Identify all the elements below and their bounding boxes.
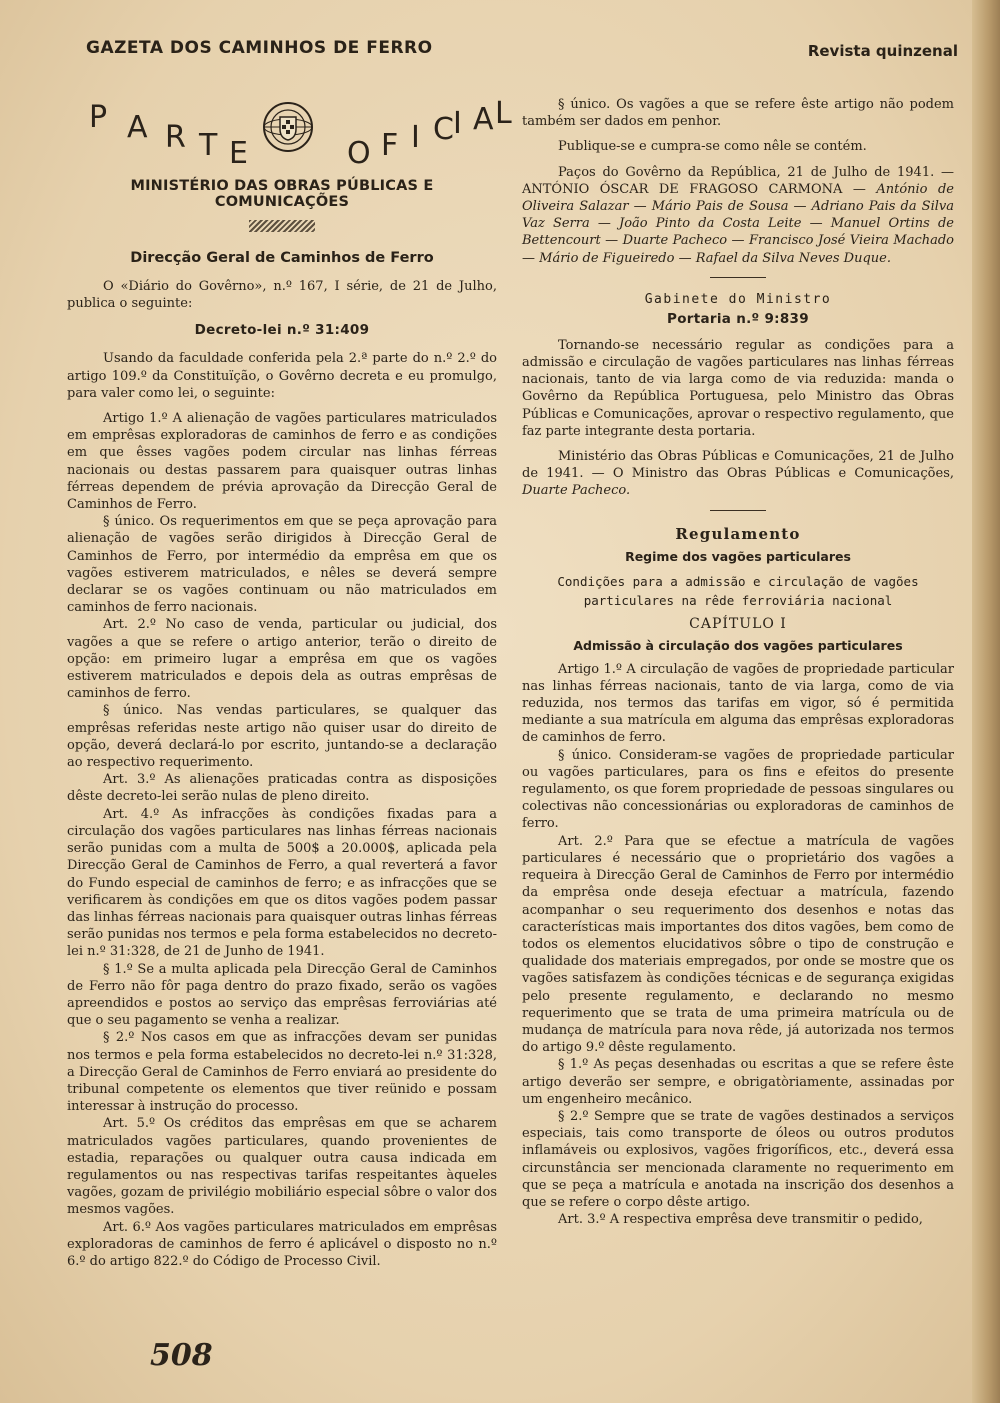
article-paragraph: Art. 3.º A respectiva emprêsa deve transmitir o pedido, [558,1212,923,1228]
title-letter: T [199,128,218,163]
title-letter: E [229,136,248,171]
article-paragraph: § 2.º Nos casos em que as infracções devam ser punidas nos termos e pela forma estabelecidos no decreto-lei n.º 31:328, a Direcção Geral de Caminhos de Ferro enviará ao presidente do tribunal competente os elementos que tiver reünido e possam interessar à instrução do processo. [67,1030,497,1115]
article-paragraph: Artigo 1.º A circulação de vagões de propriedade particular nas linhas férreas nacionais, tanto de via larga, como de via reduzida, nos termos das tarifas em vigor, só é permitida mediante a sua matrícula em alguma das emprêsas exploradoras de caminhos de ferro. [522,661,954,746]
title-letter: O [347,136,371,171]
divider-ornament [249,220,315,232]
minister-name: Duarte Pacheco. [522,483,631,499]
divider-rule [710,510,766,511]
chapter-title: Admissão à circulação dos vagões particulares [573,637,903,653]
title-letter: I [453,106,462,141]
article-paragraph: § único. Os vagões a que se refere êste artigo não podem também ser dados em penhor. [522,97,954,130]
article-paragraph: Art. 3.º As alienações praticadas contra as disposições dêste decreto-lei serão nulas de pleno direito. [67,772,497,805]
portaria-paragraph: Tornando-se necessário regular as condições para a admissão e circulação de vagões particulares nas linhas férreas nacionais, tanto de via larga como de via reduzida: manda o Govêrno da República Portuguesa, pelo Ministro das Obras Públicas e Comunicações, aprovar o respectivo regulamento, que faz parte integrante desta portaria. [522,337,954,439]
signatories: António de Oliveira Salazar — Mário Pais de Sousa — Adriano Pais da Silva Vaz Serra — João Pinto da Costa Leite — Manuel Ortins de Bettencourt — Duarte Pacheco — Francisco José Vieira Machado — Mário de Figueiredo — Rafael da Silva Neves Duque. [522,181,954,266]
title-letter: F [381,128,399,163]
article-paragraph: Art. 6.º Aos vagões particulares matriculados em emprêsas exploradoras de caminhos de ferro é aplicável o disposto no n.º 6.º do artigo 822.º do Código de Processo Civil. [67,1219,497,1269]
signatures-lead: Paços do Govêrno da República, 21 de Julho de 1941. — ANTÓNIO ÓSCAR DE FRAGOSO CARMONA — [522,164,954,197]
ministry-signature [522,448,954,500]
article-paragraph: § único. Os requerimentos em que se peça aprovação para alienação de vagões serão dirigidos à Direcção Geral de Caminhos de Ferro, por intermédio da emprêsa em que os vagões estiverem matriculados, e nêles se deverá sempre declarar se os vagões continuam ou não matriculados em caminhos de ferro nacionais. [67,514,497,616]
directorate-heading: Direcção Geral de Caminhos de Ferro [130,250,434,266]
regime-heading: Regime dos vagões particulares [625,548,851,564]
publication-order: Publique-se e cumpra-se como nêle se contém. [558,139,867,155]
article-paragraph: § 1.º Se a multa aplicada pela Direcção Geral de Caminhos de Ferro não fôr paga dentro do prazo fixado, serão os vagões apreendidos e postos ao serviço das emprêsas ferroviárias até que o seu pagamento se venha a realizar. [67,961,497,1029]
title-letter: L [495,96,512,131]
preamble-paragraph: Usando da faculdade conferida pela 2.ª parte do n.º 2.º do artigo 109.º da Constituïção, o Govêrno decreta e eu promulgo, para valer como lei, o seguinte: [67,351,497,401]
ministry-signature-lead: Ministério das Obras Públicas e Comunicações, 21 de Julho de 1941. — O Ministro das Obras Públicas e Comunicações, [522,449,954,482]
left-column [67,96,512,1270]
intro-paragraph: O «Diário do Govêrno», n.º 167, I série, de 21 de Julho, publica o seguinte: [67,279,497,312]
regulamento-heading: Regulamento [675,524,801,543]
running-header [86,38,958,64]
title-letter: C [433,112,454,147]
article-paragraph: Art. 5.º Os créditos das emprêsas em que se acharem matriculados vagões particulares, quando provenientes de estadia, reparações ou qualquer outra causa indicada em regulamentos ou nas respectivas tarifas respeitantes àqueles vagões, gozam de privilégio mobiliário especial sôbre o valor dos mesmos vagões. [67,1116,497,1218]
publication-frequency: Revista quinzenal [807,42,958,60]
article-paragraph: § 2.º Sempre que se trate de vagões destinados a serviços especiais, tais como transporte de óleos ou outros produtos inflamáveis ou explosivos, vagões frigoríficos, etc., deverá essa circunstância ser mencionada claramente no requerimento em que se peça a matrícula e anotada na inscrição dos desenhos a que se refere o corpo dêste artigo. [522,1108,954,1210]
title-letter: A [127,110,148,145]
signatures-paragraph [522,164,954,267]
parte-oficial-title [67,96,512,171]
ministry-heading: MINISTÉRIO DAS OBRAS PÚBLICAS E COMUNICAÇÕES [130,178,434,210]
title-letter: R [165,120,186,155]
right-column [522,96,954,1228]
article-paragraph: § único. Consideram-se vagões de propriedade particular ou vagões particulares, para os fins e efeitos do presente regulamento, os que forem propriedade de pessoas singulares ou colectivas não concessionárias ou exploradoras de caminhos de ferro. [522,747,954,832]
binding-edge [972,0,1000,1403]
article-paragraph: Art. 4.º As infracções às condições fixadas para a circulação dos vagões particulares nas linhas férreas nacionais serão punidas com a multa de 500$ a 20.000$, aplicada pela Direcção Geral de Caminhos de Ferro, a qual reverterá a favor do Fundo especial de caminhos de ferro; e as infracções que se verificarem às condições em que os ditos vagões podem passar das linhas férreas nacionais para quaisquer outras linhas férreas serão punidas nos termos e pela forma estabelecidos no decreto-lei n.º 31:328, de 21 de Junho de 1941. [67,806,497,960]
chapter-heading: CAPÍTULO I [689,615,787,632]
portaria-title: Portaria n.º 9:839 [667,310,809,327]
title-letter: P [89,100,108,135]
article-paragraph: Art. 2.º Para que se efectue a matrícula de vagões particulares é necessário que o proprietário dos vagões a requeira à Direcção Geral de Caminhos de Ferro por intermédio da emprêsa onde deseja efectuar a matrícula, fazendo acompanhar o seu requerimento dos desenhos e notas das características mais importantes dos ditos vagões, bem como de todos os elementos elucidativos sôbre o tipo de construção e qualidade dos materiais empregados, por onde se mostre que os vagões satisfazem às condições técnicas e de segurança exigidas pelo presente regulamento, e declarando no mesmo requerimento que se trata de uma primeira matrícula ou de mudança de matrícula para nova rêde, já autorizada nos termos do artigo 9.º dêste regulamento. [522,833,954,1056]
title-letter: A [473,102,494,137]
title-letter: I [411,120,420,155]
decree-title: Decreto-lei n.º 31:409 [194,322,370,339]
cabinet-heading: Gabinete do Ministro [644,291,832,307]
divider-rule [710,277,766,278]
conditions-heading: Condições para a admissão e circulação de vagões particulares na rêde ferroviária nacional [557,573,919,608]
article-paragraph: § 1.º As peças desenhadas ou escritas a que se refere êste artigo deverão ser sempre, e obrigatòriamente, assinadas por um engenheiro mecânico. [522,1057,954,1107]
article-paragraph: Artigo 1.º A alienação de vagões particulares matriculados em emprêsas exploradoras de caminhos de ferro e as condições em que êsses vagões podem circular nas linhas férreas nacionais ou destas passarem para quaisquer outras linhas férreas dependem de prévia aprovação da Direcção Geral de Caminhos de Ferro. [67,411,497,513]
article-paragraph: § único. Nas vendas particulares, se qualquer das emprêsas referidas neste artigo não quiser usar do direito de opção, deverá declará-lo por escrito, juntando-se a declaração ao respectivo requerimento. [67,703,497,771]
publication-name: GAZETA DOS CAMINHOS DE FERRO [86,38,433,58]
coat-of-arms-icon [261,100,315,154]
page-number: 508 [150,1338,213,1373]
article-paragraph: Art. 2.º No caso de venda, particular ou judicial, dos vagões a que se refere o artigo anterior, terão o direito de opção: em primeiro lugar a emprêsa em que os vagões estiverem matriculados e depois dela as outras emprêsas de caminhos de ferro. [67,617,497,702]
